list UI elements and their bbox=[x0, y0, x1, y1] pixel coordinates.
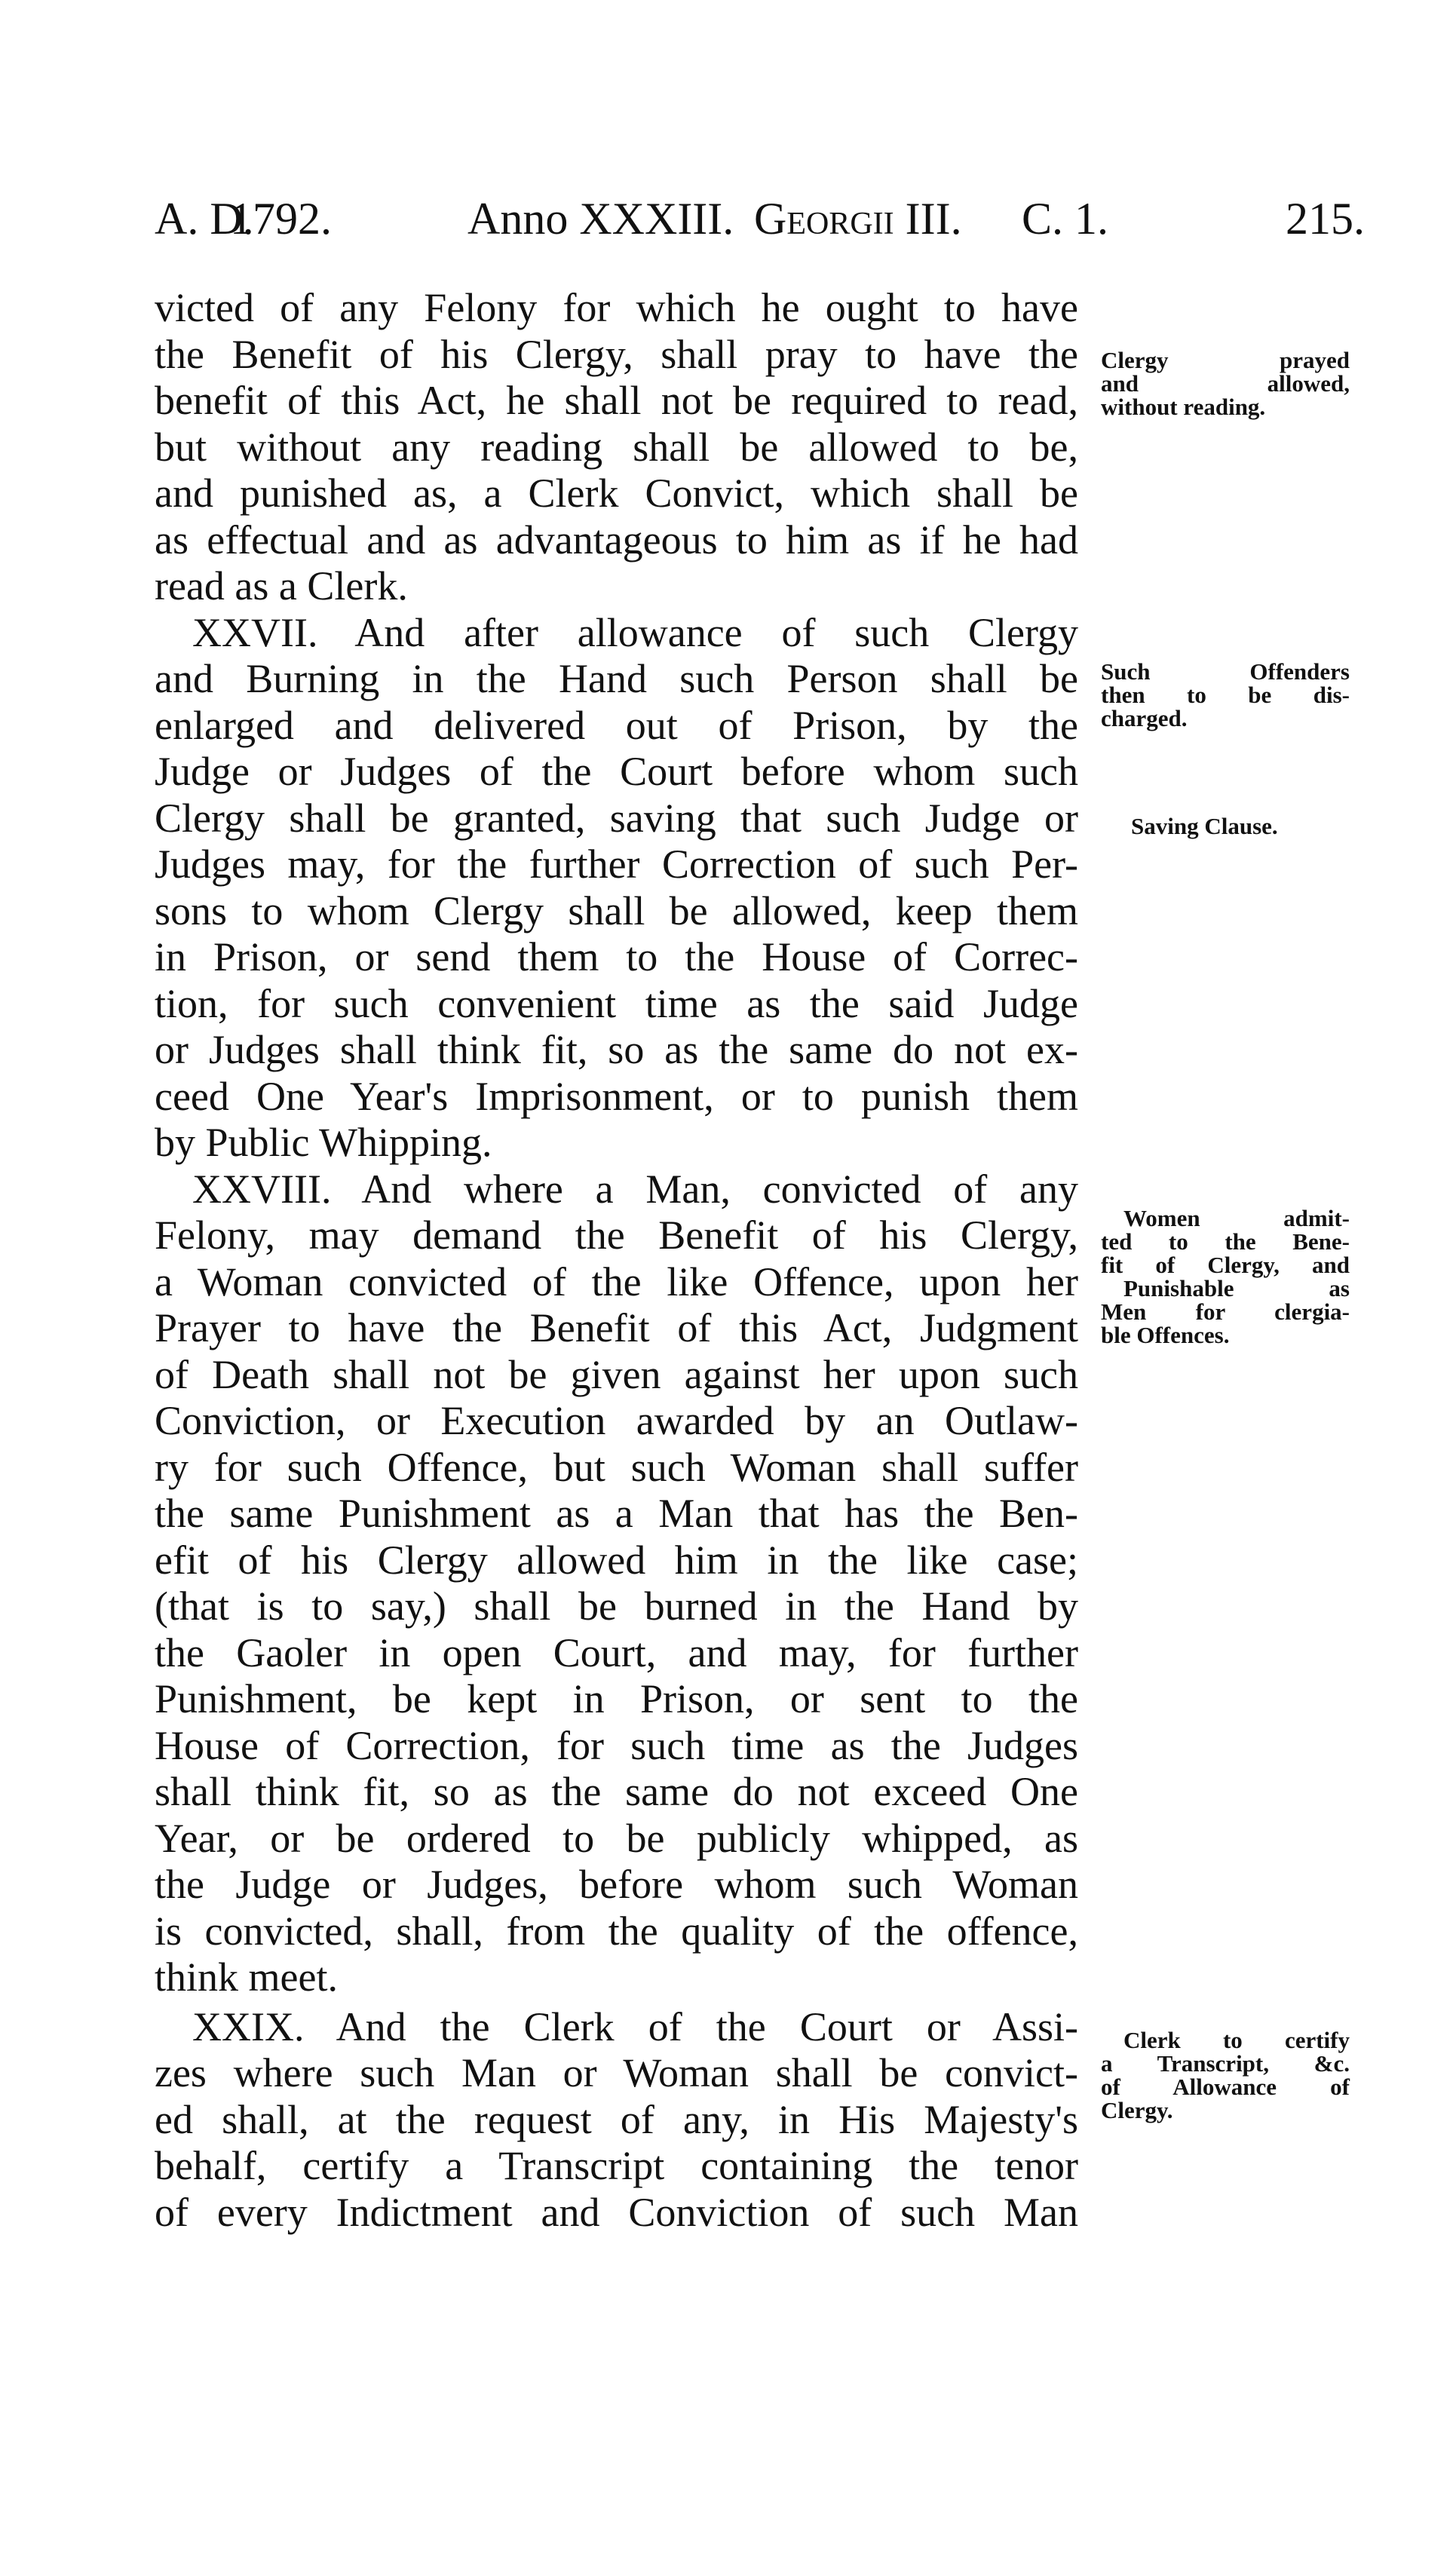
body-line: benefit of this Act, he shall not be required to read, bbox=[155, 378, 1078, 423]
body-line: Judge or Judges of the Court before whom such bbox=[155, 749, 1078, 794]
body-line: of Death shall not be given against her upon such bbox=[155, 1351, 1078, 1397]
body-line: (that is to say,) shall be burned in the Hand by bbox=[155, 1583, 1078, 1629]
body-line: the Judge or Judges, before whom such Woman bbox=[155, 1862, 1078, 1907]
body-line: Clergy shall be granted, saving that such Judge or bbox=[155, 795, 1078, 841]
margin-note-line: Women admit- bbox=[1123, 1205, 1350, 1231]
margin-note-line: Men for clergia- bbox=[1101, 1298, 1350, 1325]
body-line: enlarged and delivered out of Prison, by the bbox=[155, 702, 1078, 748]
body-line: Year, or be ordered to be publicly whipped, as bbox=[155, 1815, 1078, 1861]
body-line: read as a Clerk. bbox=[155, 563, 408, 609]
body-line: Judges may, for the further Correction of such Per- bbox=[155, 841, 1078, 887]
body-line: or Judges shall think fit, so as the same do not ex- bbox=[155, 1027, 1078, 1072]
margin-note-line: and allowed, bbox=[1101, 370, 1350, 397]
body-line: but without any reading shall be allowed to be, bbox=[155, 424, 1078, 470]
body-line: efit of his Clergy allowed him in the like case; bbox=[155, 1537, 1078, 1583]
body-line: behalf, certify a Transcript containing the tenor bbox=[155, 2143, 1078, 2188]
margin-note-women-admitted bbox=[1101, 1206, 1350, 1347]
body-line: House of Correction, for such time as the Judges bbox=[155, 1722, 1078, 1768]
section-xxviii-start: XXVIII. And where a Man, convicted of any bbox=[192, 1166, 1078, 1212]
body-line: and Burning in the Hand such Person shall be bbox=[155, 656, 1078, 701]
body-line: of every Indictment and Conviction of such Man bbox=[155, 2189, 1078, 2235]
body-line: and punished as, a Clerk Convict, which shall be bbox=[155, 471, 1078, 516]
margin-note-line: fit of Clergy, and bbox=[1101, 1252, 1350, 1278]
body-line: victed of any Felony for which he ought to have bbox=[155, 285, 1078, 330]
body-line: Conviction, or Execution awarded by an Outlaw- bbox=[155, 1398, 1078, 1443]
margin-note-line: of Allowance of bbox=[1101, 2074, 1350, 2100]
body-line: the Benefit of his Clergy, shall pray to have the bbox=[155, 331, 1078, 377]
margin-note-line: charged. bbox=[1101, 705, 1188, 731]
body-line: is convicted, shall, from the quality of the offence, bbox=[155, 1908, 1078, 1954]
body-line: zes where such Man or Woman shall be convict- bbox=[155, 2050, 1078, 2095]
page-number: 215. bbox=[1286, 194, 1365, 244]
section-xxvii-start: XXVII. And after allowance of such Clergy bbox=[192, 609, 1078, 655]
body-line: a Woman convicted of the like Offence, upon her bbox=[155, 1258, 1078, 1304]
header-georgii: Georgii III. bbox=[754, 194, 962, 244]
body-line: Punishment, be kept in Prison, or sent to the bbox=[155, 1676, 1078, 1721]
running-header bbox=[155, 181, 1376, 256]
margin-note-line: a Transcript, &c. bbox=[1101, 2050, 1350, 2077]
body-text bbox=[155, 285, 1078, 2236]
body-line: shall think fit, so as the same do not exceed One bbox=[155, 1769, 1078, 1814]
margin-note-offenders-discharged bbox=[1101, 660, 1350, 730]
body-line: Prayer to have the Benefit of this Act, Judgment bbox=[155, 1305, 1078, 1350]
body-line: Felony, may demand the Benefit of his Clergy, bbox=[155, 1212, 1078, 1258]
margin-note-line: Clergy. bbox=[1101, 2097, 1173, 2123]
margin-note-line: ted to the Bene- bbox=[1101, 1228, 1350, 1255]
header-chapter: C. 1. bbox=[1022, 194, 1109, 244]
margin-note-line: without reading. bbox=[1101, 394, 1266, 420]
body-line: in Prison, or send them to the House of Correc- bbox=[155, 934, 1078, 979]
header-ad: A. D. bbox=[155, 194, 254, 244]
body-line: as effectual and as advantageous to him as if he had bbox=[155, 517, 1078, 563]
body-line: ceed One Year's Imprisonment, or to punish them bbox=[155, 1073, 1078, 1119]
header-year: 1792. bbox=[230, 194, 332, 244]
margin-note-line: Such Offenders bbox=[1101, 658, 1350, 685]
margin-note-line: Punishable as bbox=[1123, 1275, 1350, 1301]
body-line: ed shall, at the request of any, in His Majesty's bbox=[155, 2096, 1078, 2142]
body-line: think meet. bbox=[155, 1954, 338, 2000]
header-anno: Anno XXXIII. bbox=[467, 194, 734, 244]
body-line: sons to whom Clergy shall be allowed, keep them bbox=[155, 887, 1078, 933]
margin-note-line: then to be dis- bbox=[1101, 682, 1350, 708]
body-line: the same Punishment as a Man that has the Ben- bbox=[155, 1491, 1078, 1536]
margin-note-line: Clergy prayed bbox=[1101, 347, 1350, 373]
body-line: tion, for such convenient time as the said Judge bbox=[155, 980, 1078, 1026]
section-xxix-start: XXIX. And the Clerk of the Court or Assi- bbox=[192, 2003, 1078, 2049]
margin-note-saving-clause bbox=[1101, 814, 1350, 838]
body-line: ry for such Offence, but such Woman shall suffer bbox=[155, 1444, 1078, 1490]
body-line: the Gaoler in open Court, and may, for further bbox=[155, 1629, 1078, 1675]
margin-note-line: Saving Clause. bbox=[1131, 813, 1278, 839]
body-line: by Public Whipping. bbox=[155, 1120, 492, 1165]
margin-note-clergy-prayed bbox=[1101, 348, 1350, 418]
margin-note-line: Clerk to certify bbox=[1123, 2027, 1350, 2053]
margin-note-clerk-certify bbox=[1101, 2028, 1350, 2122]
margin-note-line: ble Offences. bbox=[1101, 1322, 1230, 1348]
